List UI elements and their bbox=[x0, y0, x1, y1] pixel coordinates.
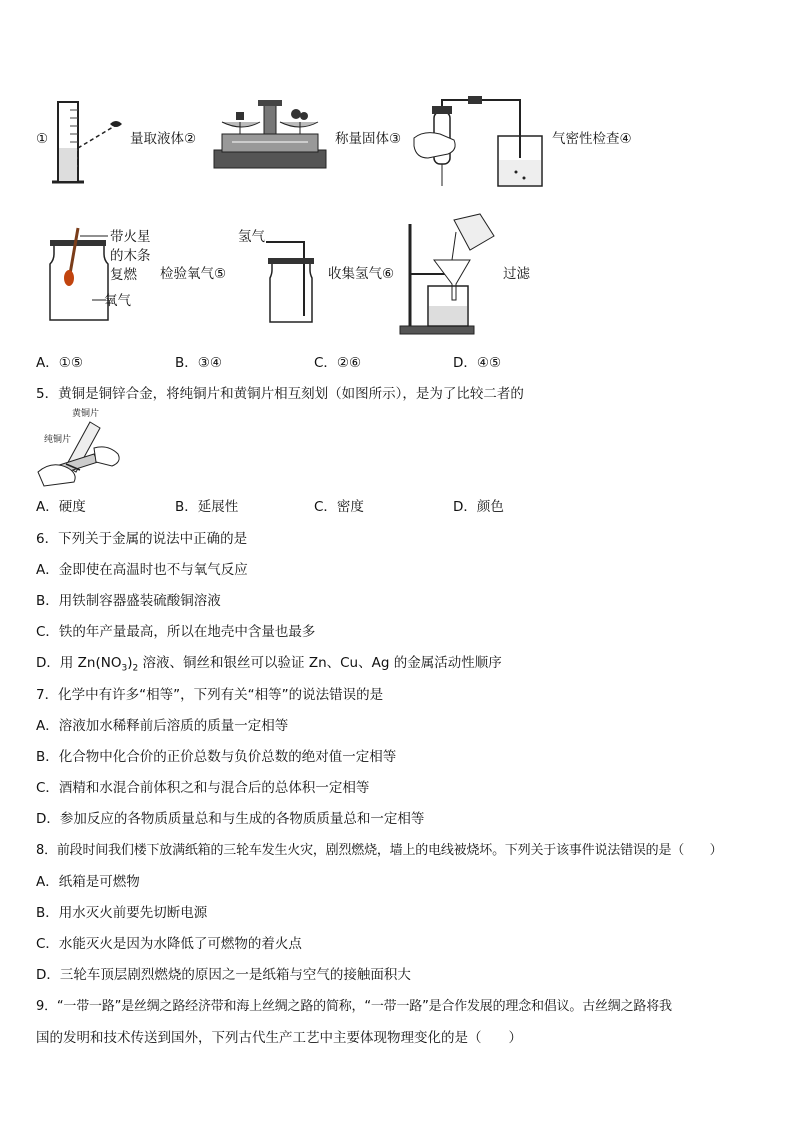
q6-option-b: B．用铁制容器盛装硫酸铜溶液 bbox=[36, 593, 221, 609]
q6-option-c: C．铁的年产量最高，所以在地壳中含量也最多 bbox=[36, 624, 316, 640]
q5-option-b: B．延展性 bbox=[175, 499, 239, 515]
collect-hydrogen-figure bbox=[262, 234, 322, 324]
q6-option-a: A．金即使在高温时也不与氧气反应 bbox=[36, 562, 248, 578]
q5-fig-brass: 黄铜片 bbox=[72, 409, 100, 419]
q8-option-c: C．水能灭火是因为水降低了可燃物的着火点 bbox=[36, 936, 302, 952]
q6-option-d: D．用 $Zn(NO_3)_2$ 溶液、铜丝和银丝可以验证 Zn、Cu、Ag 的金属活动性顺序 bbox=[36, 655, 502, 674]
label-filtration: 过滤 bbox=[503, 266, 530, 282]
airtightness-figure bbox=[412, 98, 532, 194]
q8-option-d: D．三轮车顶层剧烈燃烧的原因之一是纸箱与空气的接触面积大 bbox=[36, 967, 411, 983]
q5-fig-copper: 纯铜片 bbox=[44, 435, 72, 445]
q4-option-d: D．④⑤ bbox=[453, 355, 502, 371]
q8-stem: 8．前段时间我们楼下放满纸箱的三轮车发生火灾，剧烈燃烧，墙上的电线被烧坏。下列关于该事件说法错误的是（ ） bbox=[36, 843, 723, 858]
q7-option-a: A．溶液加水稀释前后溶质的质量一定相等 bbox=[36, 718, 289, 734]
q9-line-2: 国的发明和技术传送到国外，下列古代生产工艺中主要体现物理变化的是（ ） bbox=[36, 1030, 522, 1046]
match-text-3: 复燃 bbox=[110, 267, 137, 283]
hydrogen-label: 氢气 bbox=[238, 229, 265, 245]
label-airtightness: 气密性检查④ bbox=[552, 131, 632, 147]
graduated-cylinder-figure bbox=[50, 96, 130, 188]
q8-option-b: B．用水灭火前要先切断电源 bbox=[36, 905, 208, 921]
match-text-1: 带火星 bbox=[110, 229, 151, 245]
label-weigh-solid: 称量固体③ bbox=[335, 131, 402, 147]
balance-figure bbox=[212, 98, 330, 174]
label-collect-hydrogen: 收集氢气⑥ bbox=[328, 266, 395, 282]
q7-option-b: B．化合物中化合价的正价总数与负价总数的绝对值一定相等 bbox=[36, 749, 397, 765]
q4-option-b: B．③④ bbox=[175, 355, 222, 371]
q5-option-d: D．颜色 bbox=[453, 499, 504, 515]
label-test-oxygen: 检验氧气⑤ bbox=[160, 266, 227, 282]
oxygen-label: 氧气 bbox=[104, 293, 131, 309]
q8-option-a: A．纸箱是可燃物 bbox=[36, 874, 140, 890]
q4-option-c: C．②⑥ bbox=[314, 355, 362, 371]
match-text-2: 的木条 bbox=[110, 248, 151, 264]
q7-option-c: C．酒精和水混合前体积之和与混合后的总体积一定相等 bbox=[36, 780, 370, 796]
scratch-test-figure bbox=[36, 420, 122, 486]
q4-option-a: A．①⑤ bbox=[36, 355, 83, 371]
q7-option-d: D．参加反应的各物质质量总和与生成的各物质质量总和一定相等 bbox=[36, 811, 425, 827]
q5-stem: 5．黄铜是铜锌合金，将纯铜片和黄铜片相互刻划（如图所示），是为了比较二者的 bbox=[36, 386, 524, 402]
q5-option-a: A．硬度 bbox=[36, 499, 86, 515]
label-1: ① bbox=[36, 131, 49, 147]
q7-stem: 7．化学中有许多“相等”，下列有关“相等”的说法错误的是 bbox=[36, 687, 384, 703]
filtration-figure bbox=[398, 214, 498, 336]
q9-line-1: 9．“一带一路”是丝绸之路经济带和海上丝绸之路的简称，“一带一路”是合作发展的理念和倡议。古丝绸之路将我 bbox=[36, 999, 672, 1014]
q6-stem: 6．下列关于金属的说法中正确的是 bbox=[36, 531, 248, 547]
q5-option-c: C．密度 bbox=[314, 499, 364, 515]
label-measure-liquid: 量取液体② bbox=[130, 131, 197, 147]
